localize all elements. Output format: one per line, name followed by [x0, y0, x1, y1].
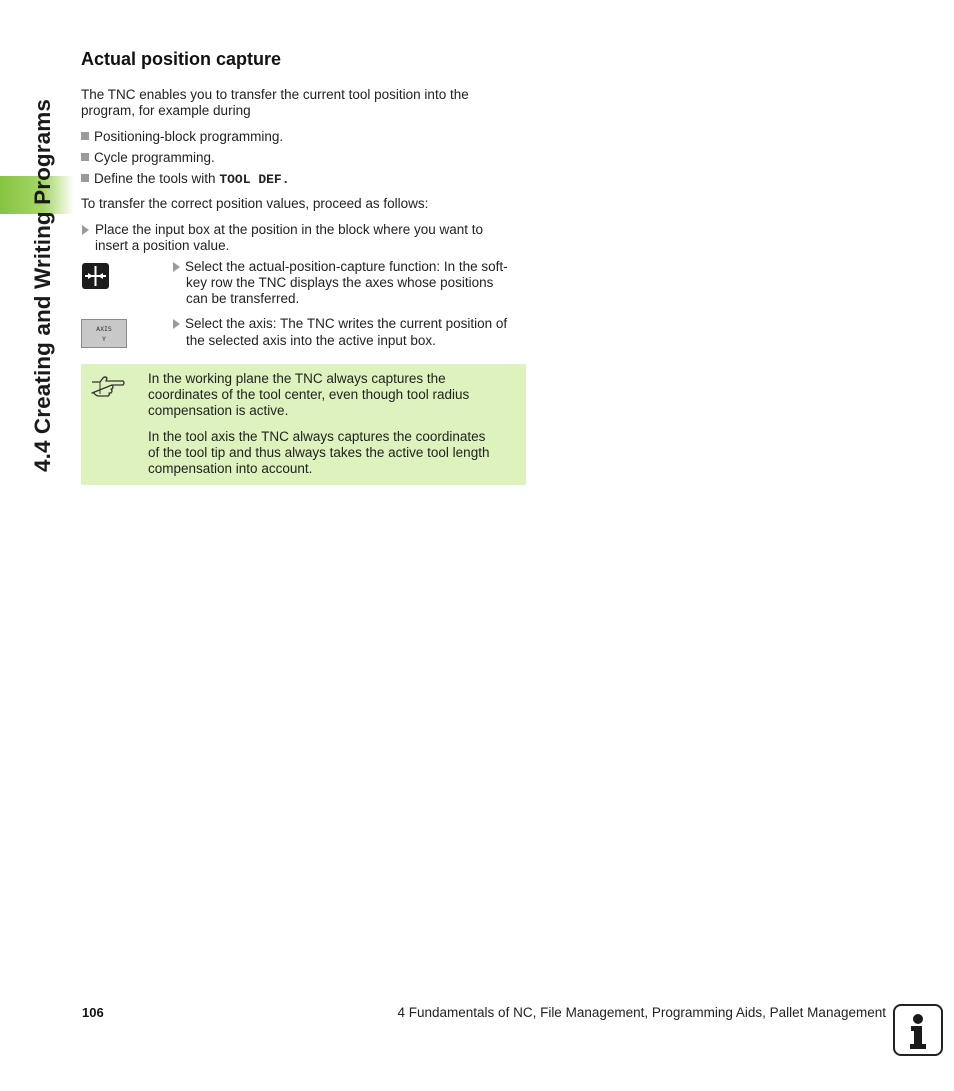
step-place-line-1: Place the input box at the position in the block where you want to [95, 222, 483, 237]
footer-chapter: 4 Fundamentals of NC, File Management, Programming Aids, Pallet Management [397, 1005, 886, 1020]
softkey-label-line-2: Y [102, 335, 106, 343]
intro-line-1: The TNC enables you to transfer the current tool position into the [81, 87, 469, 102]
step-arrow-icon [82, 225, 89, 235]
intro-line-2: program, for example during [81, 103, 251, 118]
softkey-label-line-1: AXIS [96, 325, 112, 333]
pointing-hand-icon [90, 373, 126, 397]
section-title-vertical: 4.4 Creating and Writing Programs [30, 99, 55, 472]
bullet-square-icon [81, 174, 89, 182]
page-number: 106 [82, 1005, 104, 1020]
step-select-function-line-1: Select the actual-position-capture function: In the soft- [185, 259, 508, 274]
step-arrow-icon [173, 319, 180, 329]
note-p2-line-1: In the tool axis the TNC always captures the coordinates [148, 429, 486, 444]
note-p2-line-2: of the tool tip and thus always takes the active tool length [148, 445, 490, 460]
note-p1-line-3: compensation is active. [148, 403, 289, 418]
bullet-square-icon [81, 132, 89, 140]
note-p1-line-2: coordinates of the tool center, even though tool radius [148, 387, 470, 402]
page-heading: Actual position capture [81, 49, 282, 69]
step-select-axis-line-2: the selected axis into the active input box. [186, 333, 436, 348]
transfer-intro: To transfer the correct position values, proceed as follows: [81, 196, 429, 211]
code-tool-def: TOOL DEF. [219, 172, 290, 187]
step-select-function-line-2: key row the TNC displays the axes whose positions [186, 275, 494, 290]
axis-y-softkey[interactable] [81, 319, 127, 348]
note-p1-line-1: In the working plane the TNC always captures the [148, 371, 446, 386]
bullet-cycle: Cycle programming. [81, 150, 215, 166]
bullet-square-icon [81, 153, 89, 161]
actual-position-capture-key-icon[interactable] [82, 263, 109, 289]
step-select-axis-line-1: Select the axis: The TNC writes the current position of [185, 316, 508, 331]
bullet-positioning: Positioning-block programming. [81, 129, 283, 145]
step-select-function-line-3: can be transferred. [186, 291, 300, 306]
step-place-line-2: insert a position value. [95, 238, 230, 253]
info-icon [893, 1004, 943, 1056]
step-arrow-icon [173, 262, 180, 272]
bullet-tool-def: Define the tools with TOOL DEF. [81, 171, 290, 188]
note-p2-line-3: compensation into account. [148, 461, 313, 476]
